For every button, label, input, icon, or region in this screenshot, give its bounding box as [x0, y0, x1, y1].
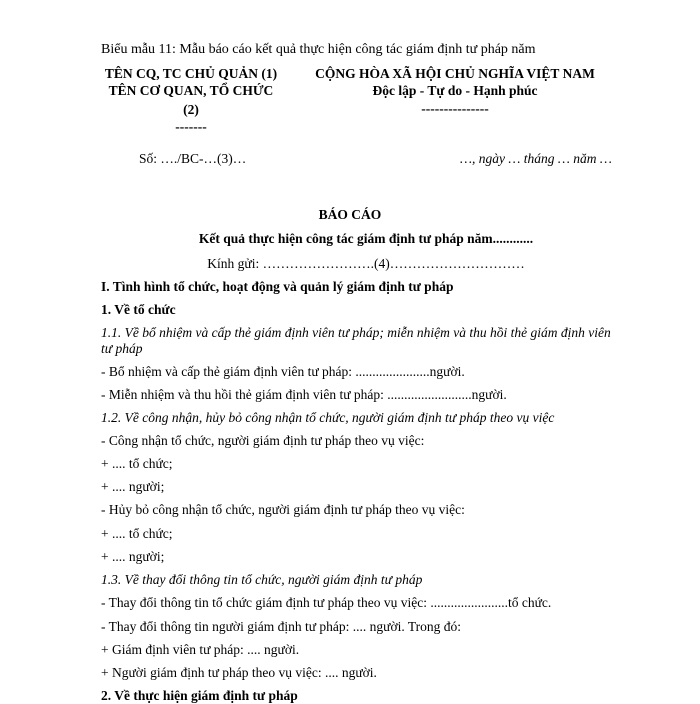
body-line: - Thay đổi thông tin tổ chức giám định tư pháp theo vụ việc: .......................tổ chức. — [101, 595, 552, 610]
body-line: 1. Về tổ chức — [101, 302, 176, 317]
body-line: + .... tổ chức; — [101, 456, 173, 471]
report-subtitle: Kết quả thực hiện công tác giám định tư pháp năm............ — [198, 231, 534, 246]
header-agency-line1: TÊN CQ, TC CHỦ QUẢN (1) — [104, 66, 278, 81]
body-line: + Người giám định tư pháp theo vụ việc: .... người. — [101, 665, 377, 680]
body-line: - Bổ nhiệm và cấp thẻ giám định viên tư pháp: ......................người. — [101, 364, 465, 379]
header-agency-rule: ------- — [175, 119, 207, 134]
ref-number: Số: …./BC-…(3)… — [139, 151, 247, 166]
header-motto: Độc lập - Tự do - Hạnh phúc — [372, 83, 538, 98]
body-line: I. Tình hình tổ chức, hoạt động và quản lý giám định tư pháp — [101, 279, 454, 294]
body-line: 1.1. Về bổ nhiệm và cấp thẻ giám định viên tư pháp; miễn nhiệm và thu hồi thẻ giám định viên — [101, 325, 611, 340]
body-line: tư pháp — [101, 341, 143, 356]
header-republic-title: CỘNG HÒA XÃ HỘI CHỦ NGHĨA VIỆT NAM — [315, 66, 595, 81]
body-line: + Giám định viên tư pháp: .... người. — [101, 642, 300, 657]
date-place: …, ngày … tháng … năm … — [460, 151, 612, 166]
body-line: 1.2. Về công nhận, hủy bỏ công nhận tổ chức, người giám định tư pháp theo vụ việc — [101, 410, 555, 425]
report-recipient: Kính gửi: …………………….(4)………………………… — [207, 256, 525, 271]
header-agency-line2: TÊN CƠ QUAN, TỔ CHỨC — [108, 83, 274, 98]
body-line: - Công nhận tổ chức, người giám định tư pháp theo vụ việc: — [101, 433, 425, 448]
report-title: BÁO CÁO — [318, 207, 382, 222]
form-title: Biểu mẫu 11: Mẫu báo cáo kết quả thực hiện công tác giám định tư pháp năm — [101, 42, 536, 57]
body-line: - Thay đổi thông tin người giám định tư pháp: .... người. Trong đó: — [101, 619, 461, 634]
body-line: + .... tổ chức; — [101, 526, 173, 541]
body-line: 2. Về thực hiện giám định tư pháp — [101, 688, 298, 703]
header-agency-line3: (2) — [183, 102, 199, 117]
body-line: - Hủy bỏ công nhận tổ chức, người giám định tư pháp theo vụ việc: — [101, 502, 465, 517]
body-line: + .... người; — [101, 549, 165, 564]
body-line: + .... người; — [101, 479, 165, 494]
body-line: - Miễn nhiệm và thu hồi thẻ giám định viên tư pháp: .........................người. — [101, 387, 507, 402]
body-line: 1.3. Về thay đổi thông tin tổ chức, người giám định tư pháp — [101, 572, 423, 587]
header-motto-rule: --------------- — [421, 101, 489, 116]
